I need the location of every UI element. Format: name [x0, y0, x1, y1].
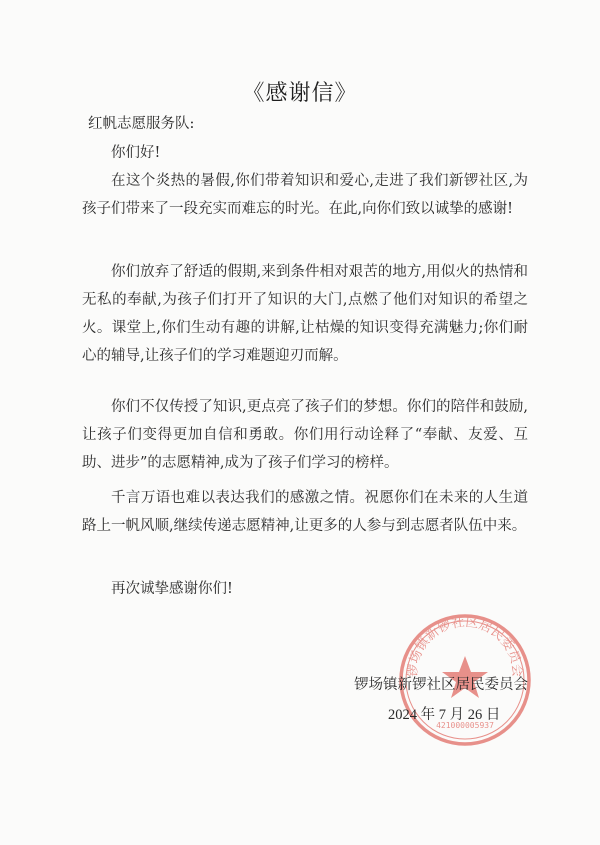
seal-code: 421000005937	[436, 721, 494, 730]
salutation: 红帆志愿服务队:	[88, 116, 195, 132]
signer-organization: 锣场镇新锣社区居民委员会	[354, 677, 528, 693]
paragraph-4: 千言万语也难以表达我们的感激之情。祝愿你们在未来的人生道路上一帆风顺,继续传递志愿精神,让更多的人参与到志愿者队伍中来。	[82, 490, 528, 534]
closing-line: 再次诚挚感谢你们!	[111, 581, 233, 597]
paragraph-3: 你们不仅传授了知识,更点亮了孩子们的梦想。你们的陪伴和鼓励,让孩子们变得更加自信和勇敢。你们用行动诠释了“奉献、友爱、互助、进步”的志愿精神,成为了孩子们学习的榜样。	[82, 399, 528, 471]
paragraph-1: 在这个炎热的暑假,你们带着知识和爱心,走进了我们新锣社区,为孩子们带来了一段充实而难忘的时光。在此,向你们致以诚挚的感谢!	[82, 173, 528, 217]
greeting: 你们好!	[111, 145, 161, 161]
seal-text: 锣场镇新锣社区居民委员会	[405, 614, 525, 678]
letter-title: 《感谢信》	[242, 81, 358, 106]
letter-date: 2024 年 7 月 26 日	[388, 707, 501, 723]
paragraph-2: 你们放弃了舒适的假期,来到条件相对艰苦的地方,用似火的热情和无私的奉献,为孩子们打开了知识的大门,点燃了他们对知识的希望之火。课堂上,你们生动有趣的讲解,让枯燥的知识变得充满魅力;你们耐心的辅导,让孩子们的学习难题迎刃而解。	[82, 264, 528, 364]
